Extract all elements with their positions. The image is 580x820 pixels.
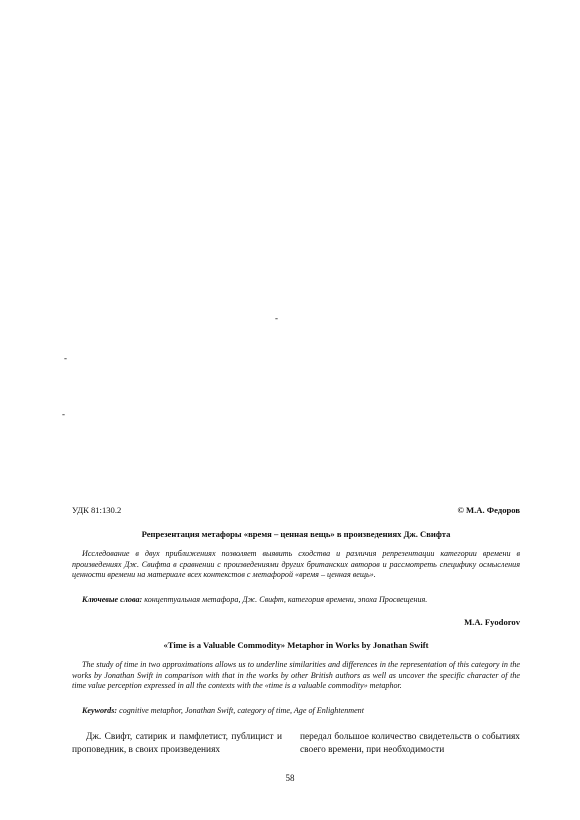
author-copyright-ru: © М.А. Федоров (457, 505, 520, 515)
stray-dash-mark: - (62, 409, 65, 419)
keywords-text-ru: концептуальная метафора, Дж. Свифт, категория времени, эпоха Просвещения. (142, 595, 428, 604)
keywords-ru (72, 595, 520, 606)
article-title-ru: Репрезентация метафоры «время – ценная вещь» в произведениях Дж. Свифта (141, 529, 451, 539)
stray-dash-mark: - (64, 353, 67, 363)
udk-code: УДК 81:130.2 (72, 505, 122, 515)
page-number: 58 (285, 773, 295, 783)
keywords-label-en: Keywords: (82, 706, 118, 715)
stray-dash-mark: - (275, 313, 278, 323)
keywords-text-en: cognitive metaphor, Jonathan Swift, category of time, Age of Enlightenment (117, 706, 364, 715)
article-title-en: «Time is a Valuable Commodity» Metaphor in Works by Jonathan Swift (163, 640, 429, 650)
keywords-label-ru: Ключевые слова: (82, 595, 143, 604)
abstract-ru: Исследование в двух приближениях позволяет выявить сходства и различия репрезентации категории времени в произведениях Дж. Свифта в сравнении с произведениями других британских авторов и рассмотреть специфику осмысления ценности времени на материале всех контекстов с метафорой «время – ценная вещь». (72, 549, 520, 579)
abstract-en: The study of time in two approximations allows us to underline similarities and differences in the representation of this category in the works by Jonathan Swift in comparison with that in the works by other British authors as well as uncover the specific character of the time value perception expressed in all the contexts with the «time is a valuable commodity» metaphor. (72, 660, 520, 690)
body-column-right: передал большое количество свидетельств о событиях своего времени, при необходимости (300, 732, 520, 755)
author-en: M.A. Fyodorov (464, 617, 520, 627)
keywords-en (72, 706, 520, 717)
body-column-left: Дж. Свифт, сатирик и памфлетист, публицист и проповедник, в своих произведениях (72, 732, 282, 755)
